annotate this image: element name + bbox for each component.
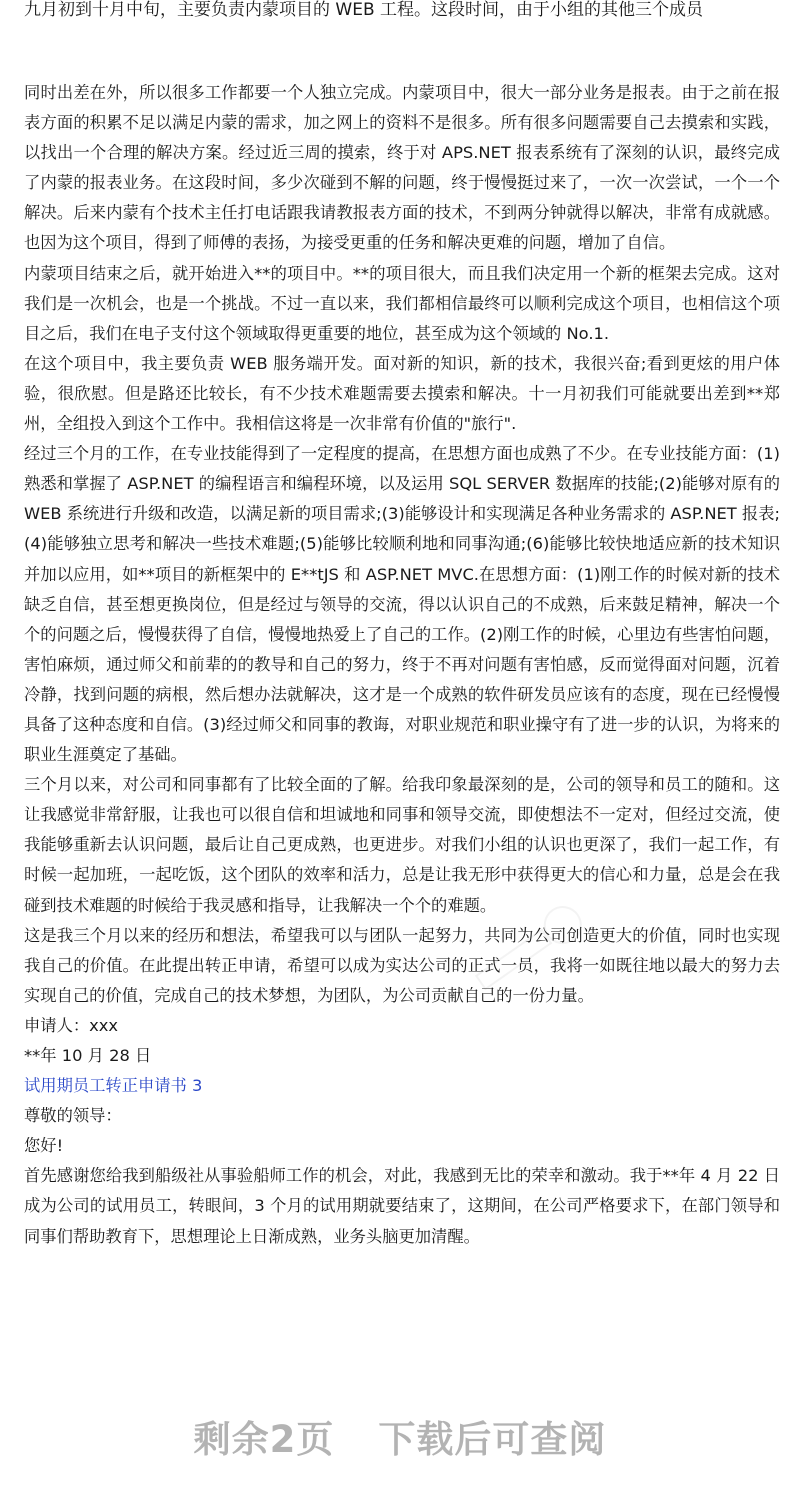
paragraph: 同时出差在外，所以很多工作都要一个人独立完成。内蒙项目中，很大一部分业务是报表。由于之前在报表方面的积累不足以满足内蒙的需求，加之网上的资料不是很多。所有很多问题需要自己去摸索和实践，以找出一个合理的解决方案。经过近三周的摸索，终于对 APS.NET 报表系统有了深刻的认识，最终完成了内蒙的报表业务。在这段时间，多少次碰到不解的问题，终于慢慢挺过来了，一次一次尝试，一个一个解决。后来内蒙有个技术主任打电话跟我请教报表方面的技术，不到两分钟就得以解决，非常有成就感。也因为这个项目，得到了师傅的表扬，为接受更重的任务和解决更难的问题，增加了自信。	[24, 83, 780, 253]
salutation: 尊敬的领导：	[24, 1106, 122, 1126]
date-line: **年 10 月 28 日	[24, 1046, 152, 1065]
next-document-title-link[interactable]: 试用期员工转正申请书 3	[24, 1076, 203, 1096]
paragraph: 经过三个月的工作，在专业技能得到了一定程度的提高，在思想方面也成熟了不少。在专业技能方面：(1)熟悉和掌握了 ASP.NET 的编程语言和编程环境，以及运用 SQL SERVER 数据库的技能;(2)能够对原有的 WEB 系统进行升级和改造，以满足新的项目需求;(3)能够设计和实现满足各种业务需求的 ASP.NET 报表;(4)能够独立思考和解决一些技术难题;(5)能够比较顺利地和同事沟通;(6)能够比较快地适应新的技术知识并加以应用，如**项目的新框架中的 E**tJS 和 ASP.NET MVC.在思想方面：(1)刚工作的时候对新的技术缺乏自信，甚至想更换岗位，但是经过与领导的交流，得以认识自己的不成熟，后来鼓足精神，解决一个个的问题之后，慢慢获得了自信，慢慢地热爱上了自己的工作。(2)刚工作的时候，心里边有些害怕问题，害怕麻烦，通过师父和前辈的的教导和自己的努力，终于不再对问题有害怕感，反而觉得面对问题，沉着冷静，找到问题的病根，然后想办法就解决，这才是一个成熟的软件研发员应该有的态度，现在已经慢慢具备了这种态度和自信。(3)经过师父和同事的教诲，对职业规范和职业操守有了进一步的认识，为将来的职业生涯奠定了基础。	[24, 444, 780, 765]
download-banner[interactable]	[0, 1408, 800, 1464]
paragraph: 三个月以来，对公司和同事都有了比较全面的了解。给我印象最深刻的是，公司的领导和员工的随和。这让我感觉非常舒服，让我也可以很自信和坦诚地和同事和领导交流，即使想法不一定对，但经过交流，使我能够重新去认识问题，最后让自己更成熟，也更进步。对我们小组的认识也更深了，我们一起工作，有时候一起加班，一起吃饭，这个团队的效率和活力，总是让我无形中获得更大的信心和力量，总是会在我碰到技术难题的时候给于我灵感和指导，让我解决一个个的难题。	[24, 775, 780, 915]
document-body	[24, 78, 780, 1252]
greeting: 您好!	[24, 1136, 64, 1156]
top-partial-line: 九月初到十月中旬，主要负责内蒙项目的 WEB 工程。这段时间，由于小组的其他三个成员	[24, 0, 704, 20]
closing-paragraph: 首先感谢您给我到船级社从事验船师工作的机会，对此，我感到无比的荣幸和激动。我于**年 4 月 22 日成为公司的试用员工，转眼间，3 个月的试用期就要结束了，这期间，在公司严格要求下，在部门领导和同事们帮助教育下，思想理论上日渐成熟，业务头脑更加清醒。	[24, 1166, 780, 1246]
paragraph: 在这个项目中，我主要负责 WEB 服务端开发。面对新的知识，新的技术，我很兴奋;看到更炫的用户体验，很欣慰。但是路还比较长，有不少技术难题需要去摸索和解决。十一月初我们可能就要出差到**郑州，全组投入到这个工作中。我相信这将是一次非常有价值的"旅行".	[24, 353, 780, 434]
remaining-pages-label: 剩余2页	[193, 1418, 335, 1461]
applicant-line: 申请人：xxx	[24, 1015, 119, 1035]
download-prompt-label: 下载后可查阅	[378, 1418, 607, 1461]
paragraph: 内蒙项目结束之后，就开始进入**的项目中。**的项目很大，而且我们决定用一个新的框架去完成。这对我们是一次机会，也是一个挑战。不过一直以来，我们都相信最终可以顺利完成这个项目，也相信这个项目之后，我们在电子支付这个领域取得更重要的地位，甚至成为这个领域的 No.1.	[24, 263, 780, 343]
paragraph: 这是我三个月以来的经历和想法，希望我可以与团队一起努力，共同为公司创造更大的价值，同时也实现我自己的价值。在此提出转正申请，希望可以成为实达公司的正式一员，我将一如既往地以最大的努力去实现自己的价值，完成自己的技术梦想，为团队，为公司贡献自己的一份力量。	[24, 925, 780, 1005]
